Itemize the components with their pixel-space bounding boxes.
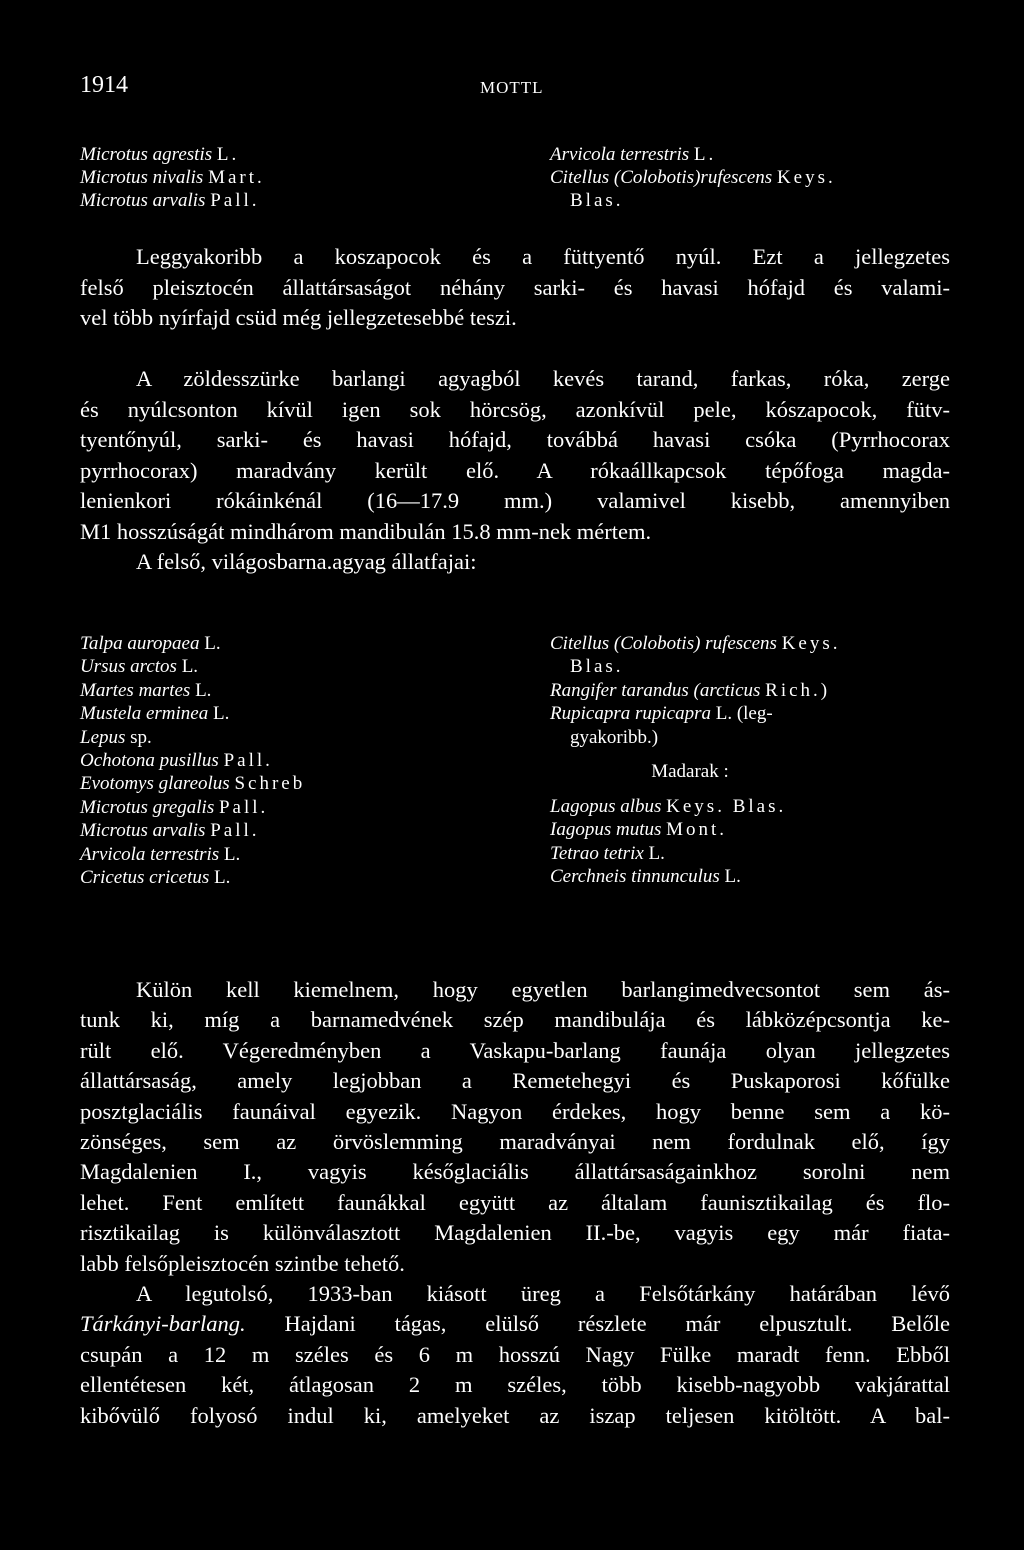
text-line: vel több nyírfajd csüd még jellegzetesebbé teszi. <box>80 305 517 330</box>
species-entry: Rangifer tarandus (arcticus Rich.) <box>550 679 831 701</box>
text-line: lenienkori rókáinkénál (16—17.9 mm.) valamivel kisebb, amennyiben <box>80 488 950 513</box>
species-entry: Talpa auropaea L. <box>80 633 221 654</box>
cave-name: Tárkányi-barlang. <box>80 1311 246 1337</box>
text-line: Tárkányi-barlang. Hajdani tágas, elülső részlete már elpusztult. Belőle <box>80 1311 950 1337</box>
paragraph-1 <box>80 242 950 334</box>
text-line: A legutolsó, 1933-ban kiásott üreg a Felsőtárkány határában lévő <box>136 1281 950 1306</box>
fauna-right-column <box>550 632 841 889</box>
species-entry: Citellus (Colobotis)rufescens Keys. <box>550 167 836 188</box>
species-entry: Blas. <box>570 656 624 678</box>
species-entry: Citellus (Colobotis) rufescens Keys. <box>550 633 841 654</box>
species-entry: Blas. <box>570 190 624 211</box>
top-species-left-column <box>80 143 265 212</box>
running-head: MOTTL <box>480 78 544 97</box>
text-line: A zöldesszürke barlangi agyagból kevés tarand, farkas, róka, zerge <box>136 366 950 391</box>
text-line: zönséges, sem az örvöslemming maradványai nem fordulnak elő, így <box>80 1129 950 1155</box>
species-entry: Ochotona pusillus Pall. <box>80 749 273 771</box>
text-line: állattársaság, amely legjobban a Remetehegyi és Puskaporosi kőfülke <box>80 1068 950 1094</box>
text-line: tyentőnyúl, sarki- és havasi hófajd, továbbá havasi csóka (Pyrrhocorax <box>80 427 950 452</box>
species-entry: Lagopus albus Keys. Blas. <box>550 795 787 817</box>
species-entry: Evotomys glareolus Schreb <box>80 773 306 795</box>
text-line: Leggyakoribb a koszapocok és a füttyentő nyúl. Ezt a jellegzetes <box>136 244 950 269</box>
text-line: Magdalenien I., vagyis későglaciális állattársaságainkhoz sorolni nem <box>80 1159 950 1185</box>
text-line: posztglaciális faunáival egyezik. Nagyon érdekes, hogy benne sem a kö- <box>80 1098 950 1124</box>
species-entry: Microtus nivalis Mart. <box>80 167 265 188</box>
species-entry: Lepus sp. <box>80 726 152 748</box>
species-entry: Microtus arvalis Pall. <box>80 820 260 842</box>
text-line: lehet. Fent említett faunákkal együtt az általam faunisztikailag és flo- <box>80 1189 950 1215</box>
top-species-right-column <box>550 143 836 212</box>
species-entry: Cerchneis tinnunculus L. <box>550 866 741 888</box>
species-entry: Microtus gregalis Pall. <box>80 796 269 818</box>
text-line: pyrrhocorax) maradvány került elő. A rókaállkapcsok tépőfoga magda- <box>80 457 950 483</box>
paragraph-2 <box>80 364 950 578</box>
text-line: risztikailag is különválasztott Magdalenien II.-be, vagyis egy már fiata- <box>80 1220 950 1246</box>
species-entry: Microtus arvalis Pall. <box>80 190 260 211</box>
species-entry: gyakoribb.) <box>570 726 659 748</box>
page-number: 1914 <box>80 72 128 98</box>
species-entry: Arvicola terrestris L. <box>550 144 717 165</box>
species-entry: Cricetus cricetus L. <box>80 866 231 888</box>
species-entry: Mustela erminea L. <box>80 703 230 725</box>
text-line: Külön kell kiemelnem, hogy egyetlen barlangimedvecsontot sem ás- <box>136 977 950 1002</box>
species-entry: Arvicola terrestris L. <box>80 843 241 865</box>
birds-heading: Madarak : <box>651 760 729 782</box>
fauna-left-column <box>80 632 305 889</box>
text-line: labb felsőpleisztocén szintbe tehető. <box>80 1250 405 1276</box>
species-entry: Ursus arctos L. <box>80 656 199 678</box>
paragraph-3 <box>80 975 950 1279</box>
species-entry: Martes martes L. <box>80 679 212 701</box>
text-line: M1 hosszúságát mindhárom mandibulán 15.8 mm-nek mértem. <box>80 518 652 544</box>
species-entry: Rupicapra rupicapra L. (leg- <box>550 703 773 725</box>
text-line: A felső, világosbarna.agyag állatfajai: <box>136 549 477 574</box>
text-line: tunk ki, míg a barnamedvének szép mandibulája és lábközépcsontja ke- <box>80 1007 950 1033</box>
text-line: rült elő. Végeredményben a Vaskapu-barlang faunája olyan jellegzetes <box>80 1037 950 1063</box>
paragraph-4 <box>80 1279 950 1431</box>
text-line: felső pleisztocén állattársaságot néhány sarki- és havasi hófajd és valami- <box>80 274 950 300</box>
text-line: kibővülő folyosó indul ki, amelyeket az iszap teljesen kitöltött. A bal- <box>80 1402 950 1428</box>
page-header <box>80 72 950 102</box>
species-entry: Iagopus mutus Mont. <box>550 819 728 841</box>
species-entry: Tetrao tetrix L. <box>550 842 665 864</box>
text-line: és nyúlcsonton kívül igen sok hörcsög, azonkívül pele, kószapocok, fütv- <box>80 396 950 422</box>
species-entry: Microtus agrestis L. <box>80 144 240 165</box>
text-line: csupán a 12 m széles és 6 m hosszú Nagy Fülke maradt fenn. Ebből <box>80 1341 950 1367</box>
text-line: ellentétesen két, átlagosan 2 m széles, több kisebb-nagyobb vakjárattal <box>80 1372 950 1398</box>
